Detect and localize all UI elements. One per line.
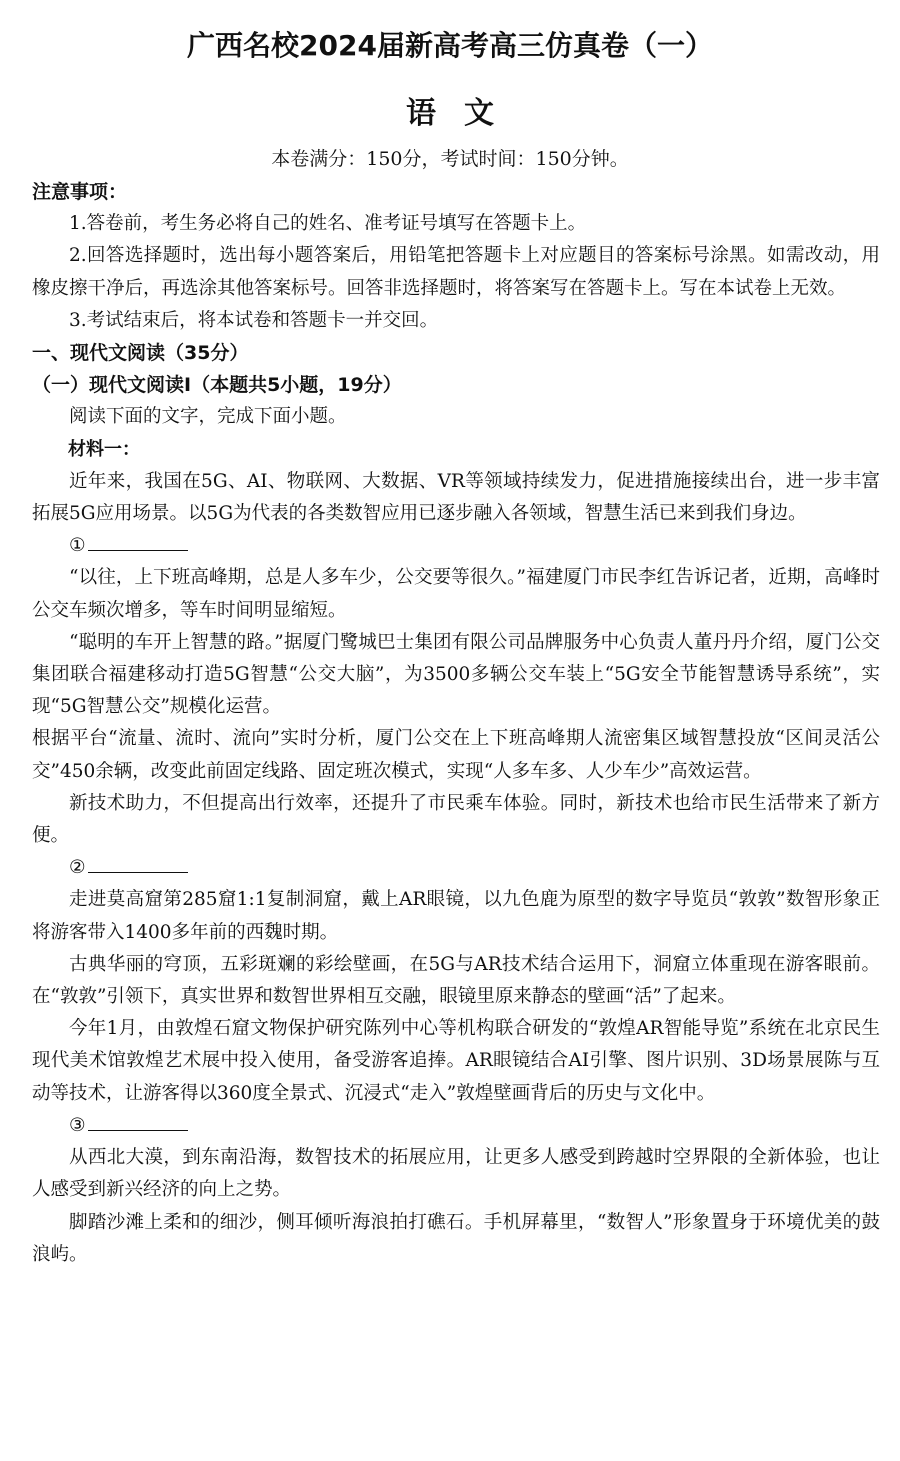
passage-paragraph: 从西北大漠，到东南沿海，数智技术的拓展应用，让更多人感受到跨越时空界限的全新体验，也让人感受到新兴经济的向上之势。 [32,1147,880,1201]
notice-item-3: 3.考试结束后，将本试卷和答题卡一并交回。 [69,309,439,331]
passage-paragraph: “聪明的车开上智慧的路。”据厦门鹭城巴士集团有限公司品牌服务中心负责人董丹丹介绍，厦门公交集团联合福建移动打造5G智慧“公交大脑”，为3500多辆公交车装上“5G安全节能智慧诱导系统”，实现“5G智慧公交”规模化运营。 [32,631,880,718]
blank-line-2 [88,854,188,873]
notice-item-2: 2.回答选择题时，选出每小题答案后，用铅笔把答题卡上对应题目的答案标号涂黑。如需改动，用橡皮擦干净后，再选涂其他答案标号。回答非选择题时，将答案写在答题卡上。写在本试卷上无效。 [32,245,880,299]
section-subheading: （一）现代文阅读Ⅰ（本题共5小题，19分） [32,374,402,397]
exam-title: 广西名校2024届新高考高三仿真卷（一） [187,29,713,62]
passage-paragraph: 古典华丽的穹顶，五彩斑斓的彩绘壁画，在5G与AR技术结合运用下，洞窟立体重现在游客眼前。在“敦敦”引领下，真实世界和数智世界相互交融，眼镜里原来静态的壁画“活”了起来。 [32,953,880,1008]
section-heading: 一、现代文阅读（35分） [32,342,249,365]
exam-meta: 本卷满分：150分，考试时间：150分钟。 [271,148,629,170]
notice-item-1: 1.答卷前，考生务必将自己的姓名、准考证号填写在答题卡上。 [69,213,587,235]
passage-paragraph: 根据平台“流量、流时、流向”实时分析，厦门公交在上下班高峰期人流密集区域智慧投放“区间灵活公交”450余辆，改变此前固定线路、固定班次模式，实现“人多车多、人少车少”高效运营。 [32,728,880,782]
blank-number-3: ③ [69,1114,86,1136]
passage-paragraph: “以往，上下班高峰期，总是人多车少，公交要等很久。”福建厦门市民李红告诉记者，近期，高峰时公交车频次增多，等车时间明显缩短。 [32,567,880,621]
notice-heading: 注意事项： [32,181,128,203]
blank-heading-1 [32,530,880,562]
blank-line-3 [88,1112,188,1131]
section-instruction: 阅读下面的文字，完成下面小题。 [69,406,347,428]
material-label: 材料一： [68,438,140,460]
blank-heading-2 [32,852,880,884]
blank-line-1 [88,532,188,551]
blank-heading-3 [32,1110,880,1142]
blank-number-2: ② [69,857,86,879]
subject-title: 语文 [406,96,522,131]
passage-paragraph: 今年1月，由敦煌石窟文物保护研究陈列中心等机构联合研发的“敦煌AR智能导览”系统在北京民生现代美术馆敦煌艺术展中投入使用，备受游客追捧。AR眼镜结合AI引擎、图片识别、3D场景展陈与互动等技术，让游客得以360度全景式、沉浸式“走入”敦煌壁画背后的历史与文化中。 [32,1018,880,1104]
passage-paragraph: 脚踏沙滩上柔和的细沙，侧耳倾听海浪拍打礁石。手机屏幕里，“数智人”形象置身于环境优美的鼓浪屿。 [32,1211,880,1265]
exam-body [32,176,880,1271]
blank-number-1: ① [69,535,86,557]
passage-intro: 近年来，我国在5G、AI、物联网、大数据、VR等领域持续发力，促进措施接续出台，进一步丰富拓展5G应用场景。以5G为代表的各类数智应用已逐步融入各领域，智慧生活已来到我们身边。 [32,470,880,525]
passage-paragraph: 新技术助力，不但提高出行效率，还提升了市民乘车体验。同时，新技术也给市民生活带来了新方便。 [32,792,880,847]
passage-paragraph: 走进莫高窟第285窟1:1复制洞窟，戴上AR眼镜，以九色鹿为原型的数字导览员“敦敦”数智形象正将游客带入1400多年前的西魏时期。 [32,889,880,943]
